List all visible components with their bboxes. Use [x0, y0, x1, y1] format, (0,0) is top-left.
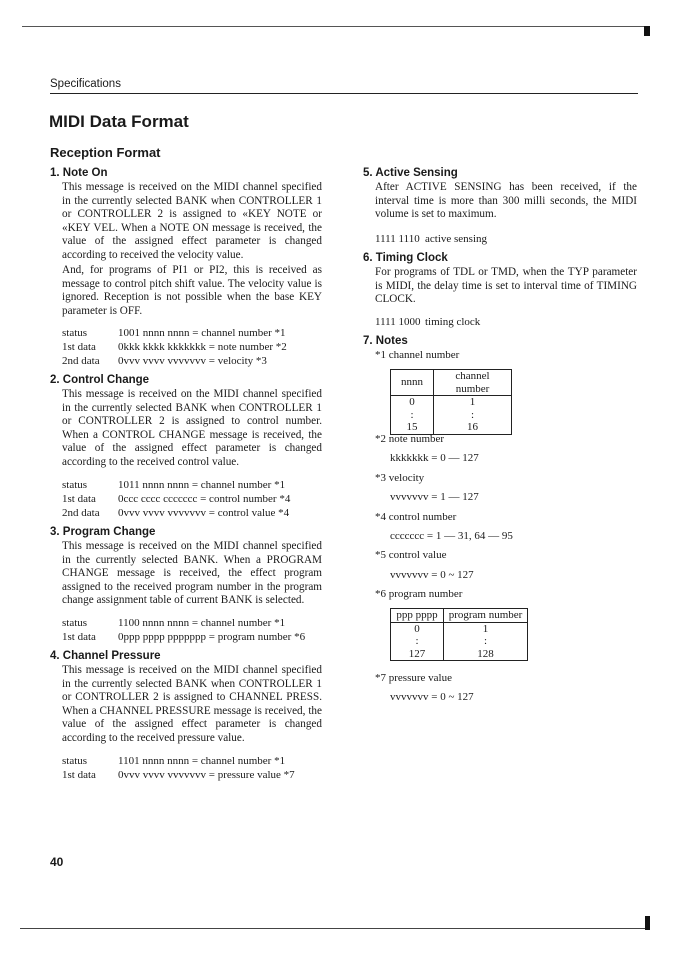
note-2-value: kkkkkkk = 0 — 127: [390, 452, 479, 464]
notes-heading: 7. Notes: [363, 335, 408, 347]
table-cell: :: [391, 409, 434, 422]
note-6-label: *6 program number: [375, 588, 463, 600]
program-change-paragraph: This message is received on the MIDI channel specified in the currently selected BANK. When a PROGRAM CHANGE message is received, the effect program assigned to the received program number in the program change assignment table of current BANK is selected.: [62, 540, 322, 606]
section-label: Specifications: [50, 78, 121, 90]
top-rule: [22, 26, 648, 27]
control-change-data-status: status 1011 nnnn nnnn = channel number *1: [62, 479, 286, 491]
table-cell: 0: [391, 396, 434, 409]
table-cell: 0: [391, 622, 444, 635]
active-sensing-code: 1111 1110 active sensing: [375, 233, 488, 245]
timing-clock-code: 1111 1000 timing clock: [375, 316, 481, 328]
note-7-value: vvvvvvv = 0 ~ 127: [390, 691, 474, 703]
page-number: 40: [50, 855, 64, 869]
note-on-heading: 1. Note On: [50, 167, 108, 179]
note-on-paragraph-2: And, for programs of PI1 or PI2, this is received as message to control pitch shift value. The velocity value is ignored. Reception is not possible when the base KEY parameter is OFF.: [62, 264, 322, 317]
control-change-heading: 2. Control Change: [50, 374, 150, 386]
timing-clock-heading: 6. Timing Clock: [363, 252, 448, 264]
control-change-data-2nd: 2nd data 0vvv vvvv vvvvvvv = control value *4: [62, 507, 290, 519]
timing-clock-paragraph: For programs of TDL or TMD, when the TYP parameter is MIDI, the delay time is set to interval time of TIMING CLOCK.: [375, 266, 637, 305]
program-number-table: [390, 608, 528, 661]
note-7-label: *7 pressure value: [375, 672, 452, 684]
table-cell: 1: [434, 396, 512, 409]
section-subtitle: Reception Format: [50, 145, 161, 160]
program-change-data-status: status 1100 nnnn nnnn = channel number *1: [62, 617, 286, 629]
note-3-value: vvvvvvv = 1 — 127: [390, 491, 479, 503]
bottom-rule: [20, 928, 650, 929]
channel-table-header-nnnn: nnnn: [391, 370, 434, 396]
page-title: MIDI Data Format: [49, 112, 189, 131]
table-cell: 15: [391, 421, 434, 434]
table-cell: 128: [444, 648, 528, 661]
channel-pressure-paragraph: This message is received on the MIDI channel specified in the currently selected BANK when CONTROLLER 1 or CONTROLLER 2 is assigned to CHANNEL PRESS. When a CHANNEL PRESSURE message is received, the value of the assigned effect parameter is changed according to the received pressure value.: [62, 664, 322, 744]
active-sensing-paragraph: After ACTIVE SENSING has been received, if the interval time is more than 300 milli seconds, the MIDI volume is set to maximum.: [375, 181, 637, 220]
note-1-label: *1 channel number: [375, 349, 460, 361]
table-cell: :: [444, 635, 528, 648]
note-on-data-status: status 1001 nnnn nnnn = channel number *1: [62, 327, 286, 339]
note-5-label: *5 control value: [375, 549, 447, 561]
active-sensing-heading: 5. Active Sensing: [363, 167, 458, 179]
control-change-paragraph: This message is received on the MIDI channel specified in the currently selected BANK when CONTROLLER 1 or CONTROLLER 2 is assigned to control number. When a CONTROL CHANGE message is received, the value of the assigned effect parameter is changed according to the received control value.: [62, 388, 322, 468]
control-change-data-1st: 1st data 0ccc cccc ccccccc = control number *4: [62, 493, 291, 505]
note-5-value: vvvvvvv = 0 ~ 127: [390, 569, 474, 581]
table-cell: 1: [444, 622, 528, 635]
channel-pressure-data-status: status 1101 nnnn nnnn = channel number *1: [62, 755, 286, 767]
note-3-label: *3 velocity: [375, 472, 425, 484]
note-on-data-2nd: 2nd data 0vvv vvvv vvvvvvv = velocity *3: [62, 355, 267, 367]
table-cell: 127: [391, 648, 444, 661]
header-rule: [50, 93, 638, 94]
table-cell: 16: [434, 421, 512, 434]
channel-pressure-data-1st: 1st data 0vvv vvvv vvvvvvv = pressure value *7: [62, 769, 295, 781]
corner-mark-bottom: [645, 916, 650, 930]
note-4-value: ccccccc = 1 — 31, 64 — 95: [390, 530, 513, 542]
corner-mark-top: [644, 26, 650, 36]
program-table-header-ppp: ppp pppp: [391, 609, 444, 623]
note-on-data-1st: 1st data 0kkk kkkk kkkkkkk = note number *2: [62, 341, 287, 353]
channel-table-header-channel: channel number: [434, 370, 512, 396]
note-4-label: *4 control number: [375, 511, 457, 523]
program-change-heading: 3. Program Change: [50, 526, 156, 538]
table-cell: :: [391, 635, 444, 648]
channel-pressure-heading: 4. Channel Pressure: [50, 650, 161, 662]
channel-number-table: [390, 369, 512, 435]
table-cell: :: [434, 409, 512, 422]
note-on-paragraph-1: This message is received on the MIDI channel specified in the currently selected BANK when CONTROLLER 1 or CONTROLLER 2 is assigned to «KEY NOTE or «KEY VEL. When a NOTE ON message is received, the value of the assigned effect parameter is changed according to received the velocity value.: [62, 181, 322, 261]
program-change-data-1st: 1st data 0ppp pppp ppppppp = program number *6: [62, 631, 306, 643]
note-2-label: *2 note number: [375, 433, 445, 445]
program-table-header-program: program number: [444, 609, 528, 623]
